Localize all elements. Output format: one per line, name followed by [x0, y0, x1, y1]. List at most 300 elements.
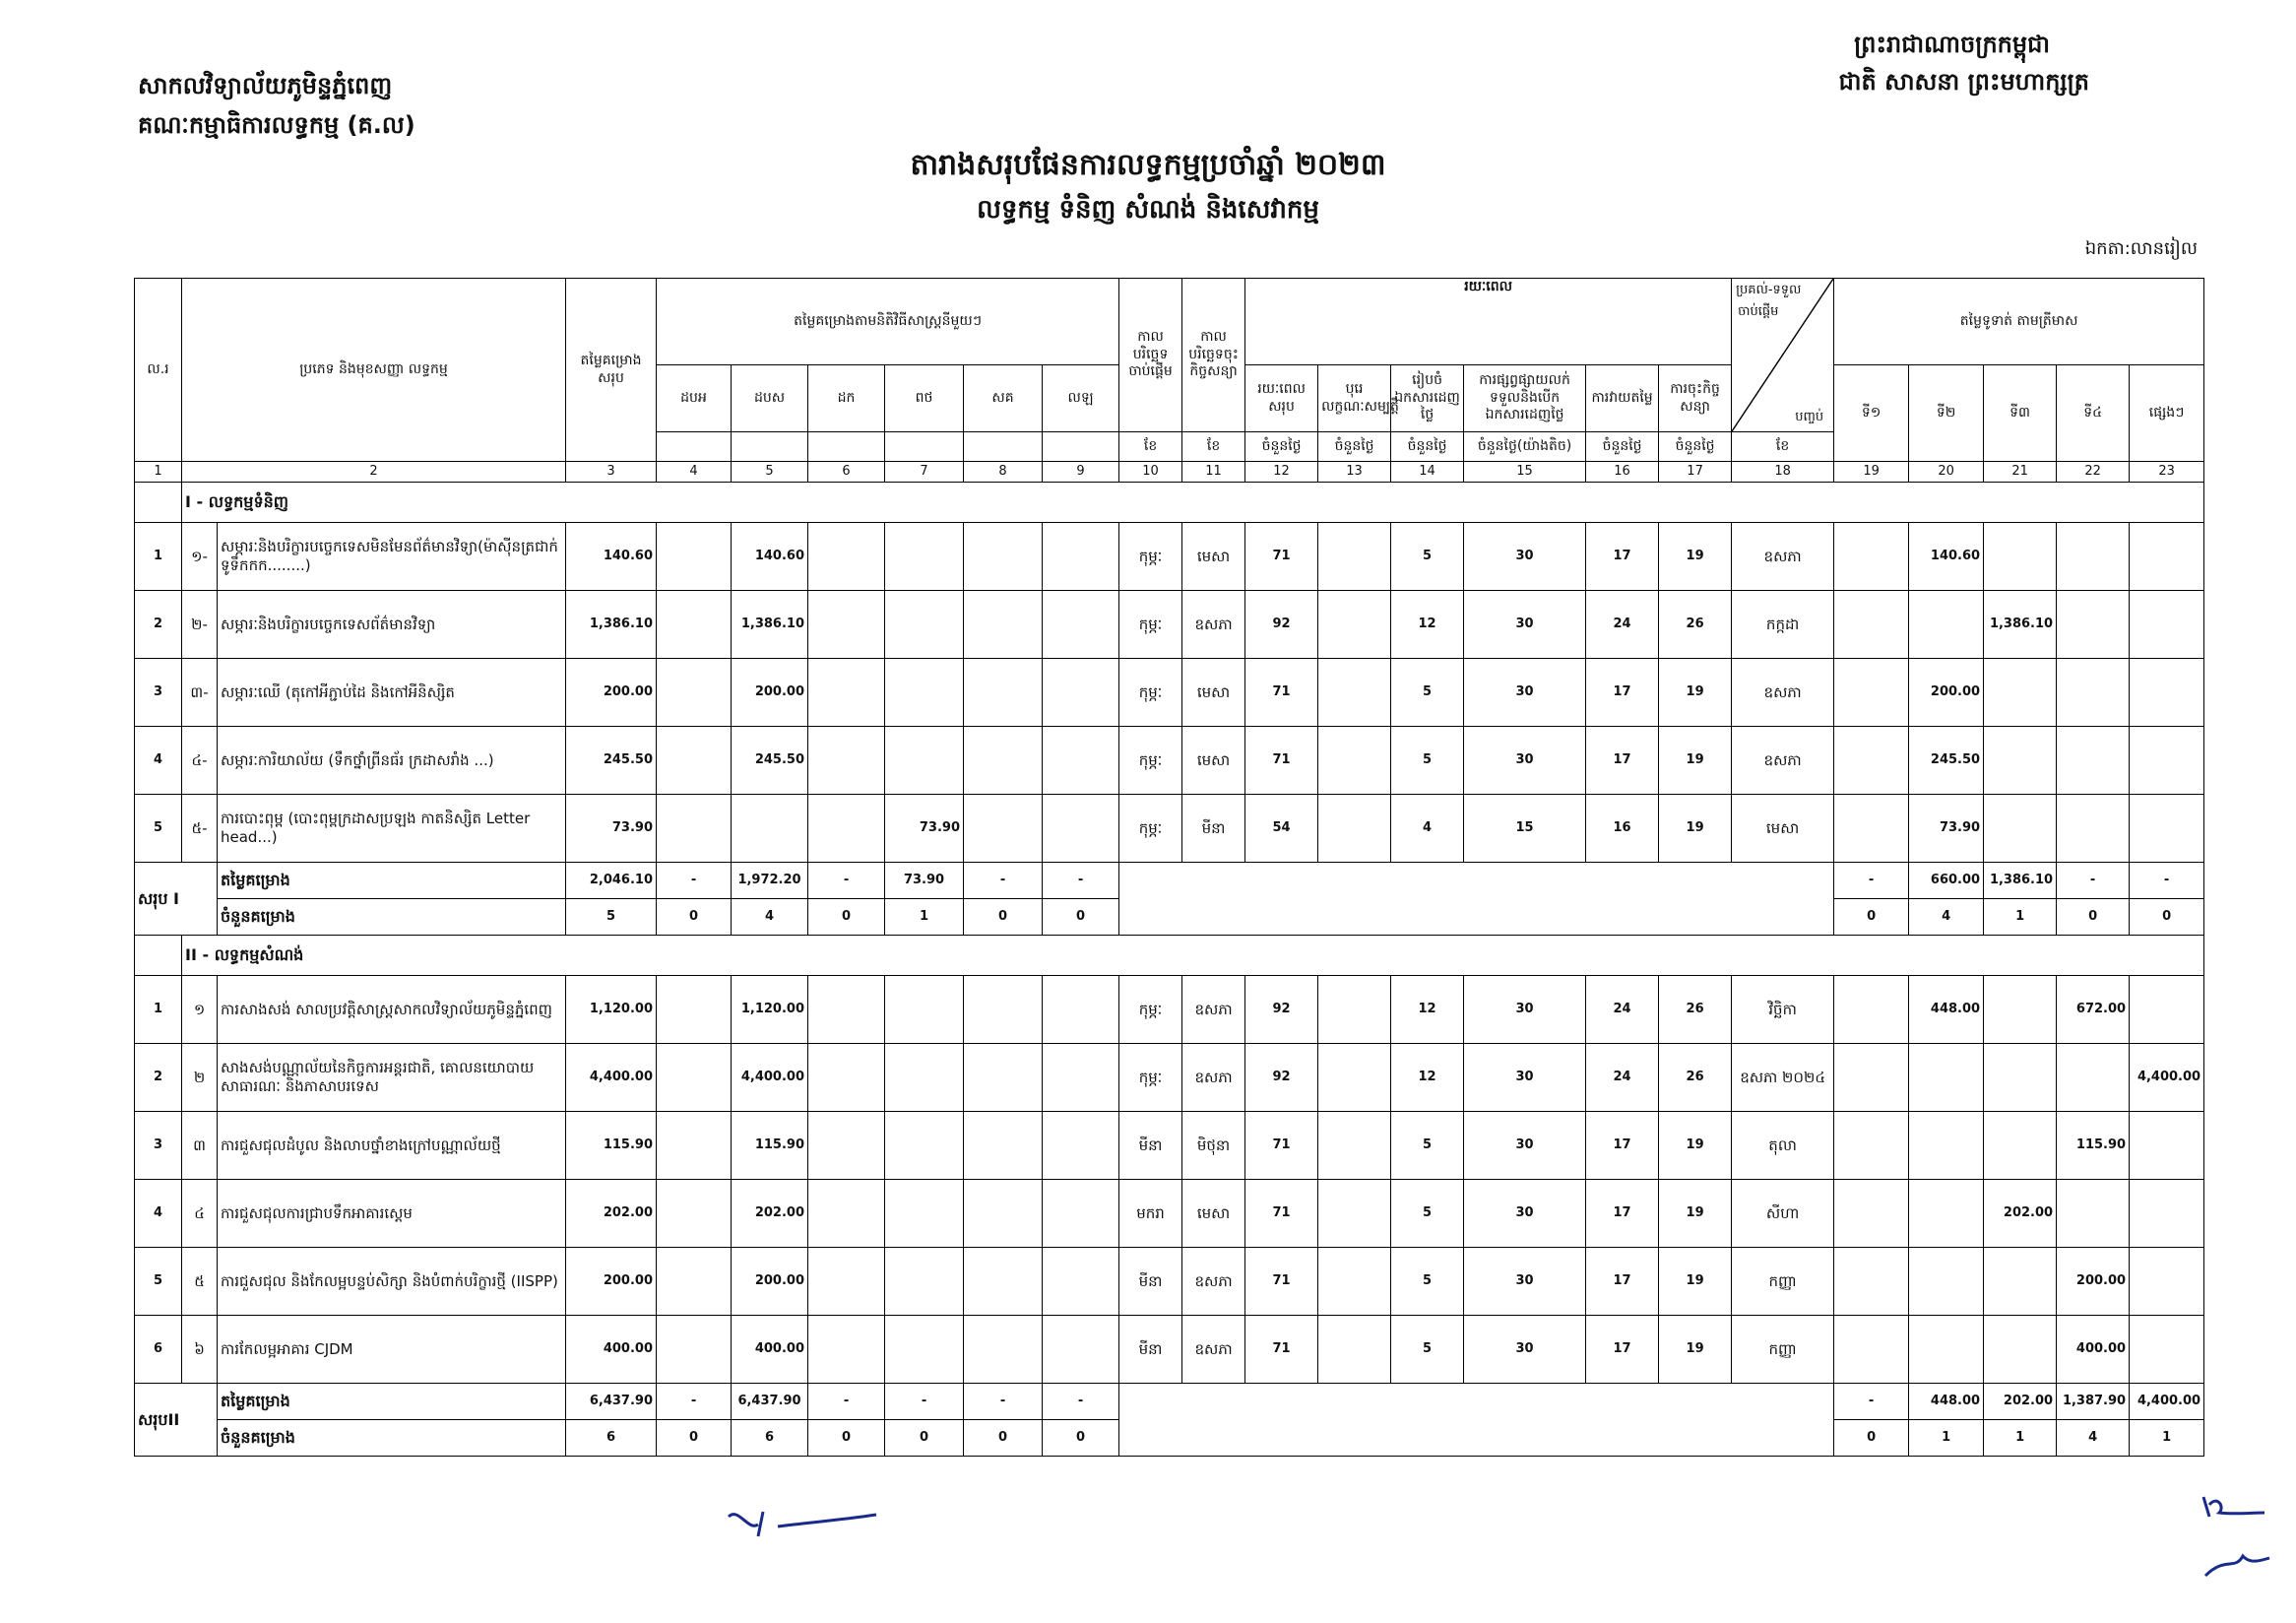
summary-quarter-value: 448.00: [1909, 1384, 1984, 1420]
row-number: 3: [135, 1112, 182, 1180]
col-d-advertise: ការផ្សព្វផ្សាយលក់ទទួលនិងបើកឯកសារដេញថ្លៃ: [1464, 365, 1586, 432]
row-other: [2130, 795, 2204, 863]
row-delivery: សីហា: [1732, 1180, 1834, 1248]
unit-days: ចំនួនថ្ងៃ: [1245, 432, 1318, 462]
summary-quarter-count: 1: [1984, 899, 2057, 936]
row-d-prequal: [1318, 727, 1391, 795]
row-d-evaluate: 17: [1586, 659, 1659, 727]
row-d-evaluate: 24: [1586, 591, 1659, 659]
summary-count: 4: [732, 899, 808, 936]
row-start: កុម្ភៈ: [1119, 727, 1182, 795]
index-cell: 10: [1119, 462, 1182, 483]
index-cell: 17: [1659, 462, 1732, 483]
summary-value-row: [135, 1384, 2204, 1420]
section-title: I - លទ្ធកម្មទំនិញ: [182, 483, 2204, 523]
summary-count: 6: [732, 1420, 808, 1457]
row-d-evaluate: 17: [1586, 1180, 1659, 1248]
unit-month: ខែ: [1732, 432, 1834, 462]
row-d-contract: 19: [1659, 1180, 1732, 1248]
row-q2: [1909, 1180, 1984, 1248]
summary-quarter-value: -: [2130, 863, 2204, 899]
row-d-prepare: 5: [1391, 523, 1464, 591]
row-delivery: កញ្ញា: [1732, 1316, 1834, 1384]
summary-value: -: [885, 1384, 964, 1420]
summary-quarter-value: 1,387.90: [2057, 1384, 2130, 1420]
col-m6: លឡ: [1043, 365, 1119, 432]
row-m5: [964, 591, 1043, 659]
row-d-prequal: [1318, 795, 1391, 863]
row-d-total: 54: [1245, 795, 1318, 863]
summary-blank: [1119, 863, 1834, 936]
row-contract: មេសា: [1182, 1180, 1245, 1248]
row-d-contract: 26: [1659, 976, 1732, 1044]
summary-label: សរុបII: [135, 1384, 218, 1457]
row-delivery: កក្កដា: [1732, 591, 1834, 659]
summary-value: -: [808, 1384, 885, 1420]
row-m4: [885, 659, 964, 727]
row-m3: [808, 1112, 885, 1180]
row-d-contract: 19: [1659, 727, 1732, 795]
summary-quarter-value: 4,400.00: [2130, 1384, 2204, 1420]
row-m1: [657, 1112, 732, 1180]
row-m6: [1043, 523, 1119, 591]
index-cell: 13: [1318, 462, 1391, 483]
row-m4: [885, 1044, 964, 1112]
row-d-evaluate: 16: [1586, 795, 1659, 863]
col-q3: ទី៣: [1984, 365, 2057, 462]
table-row: [135, 659, 2204, 727]
summary-value: 73.90: [885, 863, 964, 899]
row-m1: [657, 659, 732, 727]
col-d-prequal: បុរេលក្ខណៈសម្បត្តិ: [1318, 365, 1391, 432]
signature-mark-1: [719, 1497, 896, 1556]
col-d-total: រយៈពេលសរុប: [1245, 365, 1318, 432]
row-m2: 202.00: [732, 1180, 808, 1248]
row-m3: [808, 591, 885, 659]
summary-quarter-count: 1: [2130, 1420, 2204, 1457]
row-m3: [808, 1044, 885, 1112]
index-cell: 11: [1182, 462, 1245, 483]
row-contract: មេសា: [1182, 659, 1245, 727]
col-m1: ដបអ: [657, 365, 732, 432]
row-d-prepare: 5: [1391, 1248, 1464, 1316]
summary-value: -: [808, 863, 885, 899]
row-m1: [657, 591, 732, 659]
row-m6: [1043, 659, 1119, 727]
col-d-evaluate: ការវាយតម្លៃ: [1586, 365, 1659, 432]
table-row: [135, 795, 2204, 863]
row-m2: 200.00: [732, 659, 808, 727]
row-q1: [1834, 1248, 1909, 1316]
row-d-advertise: 30: [1464, 1044, 1586, 1112]
col-quarter-header: តម្លៃទូទាត់ តាមត្រីមាស: [1834, 279, 2204, 365]
row-number: 3: [135, 659, 182, 727]
row-other: [2130, 1316, 2204, 1384]
row-d-prequal: [1318, 1316, 1391, 1384]
row-q2: [1909, 1316, 1984, 1384]
row-other: [2130, 1248, 2204, 1316]
summary-quarter-value: -: [1834, 1384, 1909, 1420]
row-q3: [1984, 795, 2057, 863]
row-delivery: តុលា: [1732, 1112, 1834, 1180]
row-code: ១: [182, 976, 218, 1044]
row-m5: [964, 1044, 1043, 1112]
row-name: ការសាងសង់ សាលប្រវត្តិសាស្ត្រសាកលវិទ្យាល័យភូមិន្ទភ្នំពេញ: [218, 976, 566, 1044]
row-q2: 140.60: [1909, 523, 1984, 591]
row-m6: [1043, 1316, 1119, 1384]
col-method-header: តម្លៃគម្រោងតាមនិតិវិធីសាស្ត្រនីមួយៗ: [657, 279, 1119, 365]
col-m4: ពថ: [885, 365, 964, 432]
row-other: [2130, 591, 2204, 659]
row-other: [2130, 1180, 2204, 1248]
row-m5: [964, 1248, 1043, 1316]
summary-quarter-value: 1,386.10: [1984, 863, 2057, 899]
row-m5: [964, 727, 1043, 795]
row-contract: មេសា: [1182, 523, 1245, 591]
row-d-prepare: 5: [1391, 1180, 1464, 1248]
table-row: [135, 1112, 2204, 1180]
unit-days: ចំនួនថ្ងៃ: [1659, 432, 1732, 462]
row-name: សម្ភារៈឈើ (តុកៅអីភ្ជាប់ដៃ និងកៅអីនិស្សិត: [218, 659, 566, 727]
row-m6: [1043, 976, 1119, 1044]
kingdom-line: ព្រះរាជាណាចក្រកម្ពុជា: [1854, 31, 2050, 58]
row-d-total: 71: [1245, 1180, 1318, 1248]
org-line1: សាកលវិទ្យាល័យភូមិន្ទភ្នំពេញ: [138, 72, 393, 99]
unit-days-min: ចំនួនថ្ងៃ(យ៉ាងតិច): [1464, 432, 1586, 462]
row-m1: [657, 523, 732, 591]
row-m3: [808, 1316, 885, 1384]
row-contract: ឧសភា: [1182, 591, 1245, 659]
row-d-contract: 19: [1659, 523, 1732, 591]
row-m4: 73.90: [885, 795, 964, 863]
row-number: 1: [135, 976, 182, 1044]
index-cell: 23: [2130, 462, 2204, 483]
row-d-evaluate: 17: [1586, 1248, 1659, 1316]
row-d-prepare: 12: [1391, 591, 1464, 659]
row-q2: [1909, 1248, 1984, 1316]
index-cell: 6: [808, 462, 885, 483]
row-q1: [1834, 1180, 1909, 1248]
row-d-prepare: 12: [1391, 1044, 1464, 1112]
index-cell: 9: [1043, 462, 1119, 483]
row-start: កុម្ភៈ: [1119, 795, 1182, 863]
col-q4: ទី៤: [2057, 365, 2130, 462]
row-total: 200.00: [566, 659, 657, 727]
index-cell: 1: [135, 462, 182, 483]
row-d-prequal: [1318, 1044, 1391, 1112]
table-row: [135, 1248, 2204, 1316]
row-m3: [808, 976, 885, 1044]
row-d-evaluate: 17: [1586, 727, 1659, 795]
summary-value: 2,046.10: [566, 863, 657, 899]
row-d-total: 92: [1245, 591, 1318, 659]
summary-value: -: [964, 1384, 1043, 1420]
row-d-prepare: 5: [1391, 659, 1464, 727]
row-q3: [1984, 1316, 2057, 1384]
row-number: 1: [135, 523, 182, 591]
row-other: [2130, 1112, 2204, 1180]
row-total: 73.90: [566, 795, 657, 863]
row-d-contract: 19: [1659, 1316, 1732, 1384]
row-q1: [1834, 976, 1909, 1044]
row-q4: [2057, 659, 2130, 727]
summary-value: -: [1043, 863, 1119, 899]
row-m2: 4,400.00: [732, 1044, 808, 1112]
summary-value: -: [964, 863, 1043, 899]
row-delivery: មេសា: [1732, 795, 1834, 863]
summary-quarter-count: 4: [2057, 1420, 2130, 1457]
row-code: ២: [182, 1044, 218, 1112]
row-name: ការជួសជុលការជ្រាបទឹកអាគារស្តេម: [218, 1180, 566, 1248]
row-q4: [2057, 523, 2130, 591]
row-m6: [1043, 1044, 1119, 1112]
row-d-prepare: 12: [1391, 976, 1464, 1044]
row-m4: [885, 591, 964, 659]
row-total: 400.00: [566, 1316, 657, 1384]
section-spacer: [135, 483, 182, 523]
summary-label: សរុប I: [135, 863, 218, 936]
row-code: ១-: [182, 523, 218, 591]
row-d-prepare: 5: [1391, 1316, 1464, 1384]
row-m4: [885, 1112, 964, 1180]
row-contract: ឧសភា: [1182, 1316, 1245, 1384]
procurement-plan-table: [134, 278, 2204, 1457]
row-code: ៤-: [182, 727, 218, 795]
row-contract: មិថុនា: [1182, 1112, 1245, 1180]
row-d-evaluate: 17: [1586, 1112, 1659, 1180]
col-other: ផ្សេងៗ: [2130, 365, 2204, 462]
index-cell: 20: [1909, 462, 1984, 483]
row-m3: [808, 727, 885, 795]
summary-count: 0: [808, 899, 885, 936]
duration-title: រយៈពេល: [1464, 279, 1512, 294]
col-contract-header: កាលបរិច្ឆេទចុះកិច្ចសន្យា: [1182, 279, 1245, 432]
col-delivery-header: [1732, 279, 1834, 432]
row-m1: [657, 1316, 732, 1384]
row-q3: [1984, 1248, 2057, 1316]
row-number: 2: [135, 1044, 182, 1112]
row-start: មីនា: [1119, 1316, 1182, 1384]
summary-quarter-value: 660.00: [1909, 863, 1984, 899]
diagonal-line: [1732, 279, 1833, 431]
summary-value: 1,972.20: [732, 863, 808, 899]
row-m1: [657, 976, 732, 1044]
col-m3: ដក: [808, 365, 885, 432]
row-m6: [1043, 795, 1119, 863]
index-cell: 4: [657, 462, 732, 483]
table-row: [135, 976, 2204, 1044]
row-code: ៤: [182, 1180, 218, 1248]
col-total-header: តម្លៃគម្រោងសរុប: [566, 279, 657, 462]
row-m2: 140.60: [732, 523, 808, 591]
row-m1: [657, 727, 732, 795]
row-d-prequal: [1318, 659, 1391, 727]
row-q2: 245.50: [1909, 727, 1984, 795]
row-q3: [1984, 976, 2057, 1044]
summary-count: 0: [657, 1420, 732, 1457]
row-number: 5: [135, 1248, 182, 1316]
summary-quarter-count: 4: [1909, 899, 1984, 936]
row-q3: [1984, 727, 2057, 795]
row-q2: [1909, 1112, 1984, 1180]
row-d-evaluate: 17: [1586, 1316, 1659, 1384]
row-m4: [885, 1316, 964, 1384]
table-row: [135, 1180, 2204, 1248]
summary-quarter-value: -: [2057, 863, 2130, 899]
row-m4: [885, 523, 964, 591]
row-q4: 400.00: [2057, 1316, 2130, 1384]
summary-count: 0: [657, 899, 732, 936]
summary-count: 5: [566, 899, 657, 936]
summary-count: 6: [566, 1420, 657, 1457]
index-cell: 12: [1245, 462, 1318, 483]
summary-quarter-value: -: [1834, 863, 1909, 899]
row-d-prequal: [1318, 1180, 1391, 1248]
row-name: សម្ភារៈនិងបរិក្ខារបច្ចេកទេសព័ត៌មានវិទ្យា: [218, 591, 566, 659]
row-code: ៣: [182, 1112, 218, 1180]
row-start: មករា: [1119, 1180, 1182, 1248]
row-delivery: វិច្ឆិកា: [1732, 976, 1834, 1044]
row-d-prequal: [1318, 523, 1391, 591]
row-delivery: ឧសភា ២០២៤: [1732, 1044, 1834, 1112]
row-q4: [2057, 1180, 2130, 1248]
summary-value: 6,437.90: [566, 1384, 657, 1420]
row-d-advertise: 30: [1464, 659, 1586, 727]
col-d-prepare: រៀបចំឯកសារដេញថ្លៃ: [1391, 365, 1464, 432]
row-total: 4,400.00: [566, 1044, 657, 1112]
motto-line: ជាតិ សាសនា ព្រះមហាក្សត្រ: [1838, 68, 2089, 96]
row-m1: [657, 1248, 732, 1316]
row-d-contract: 19: [1659, 1112, 1732, 1180]
row-m6: [1043, 1180, 1119, 1248]
section-spacer: [135, 936, 182, 976]
row-d-prepare: 5: [1391, 727, 1464, 795]
row-m2: 115.90: [732, 1112, 808, 1180]
row-name: ការជួសជុល និងកែលម្អបន្ទប់សិក្សា និងបំពាក់បរិក្ខារថ្មី (IISPP): [218, 1248, 566, 1316]
row-m5: [964, 1316, 1043, 1384]
col-no-header: ល.រ: [135, 279, 182, 462]
row-d-contract: 26: [1659, 1044, 1732, 1112]
row-delivery: ឧសភា: [1732, 523, 1834, 591]
row-delivery: ឧសភា: [1732, 659, 1834, 727]
page-subtitle: លទ្ធកម្ម ទំនិញ សំណង់ និងសេវាកម្ម: [977, 195, 1319, 225]
index-cell: 21: [1984, 462, 2057, 483]
row-q3: 202.00: [1984, 1180, 2057, 1248]
row-total: 245.50: [566, 727, 657, 795]
unit-month: ខែ: [1182, 432, 1245, 462]
row-d-prepare: 5: [1391, 1112, 1464, 1180]
row-m6: [1043, 1248, 1119, 1316]
row-q2: [1909, 1044, 1984, 1112]
col-d-contract: ការចុះកិច្ចសន្យា: [1659, 365, 1732, 432]
row-m5: [964, 523, 1043, 591]
row-total: 1,120.00: [566, 976, 657, 1044]
row-name: សម្ភារៈនិងបរិក្ខារបច្ចេកទេសមិនមែនព័ត៌មានវិទ្យា(ម៉ាស៊ីនត្រជាក់ ទូទឹកកក........): [218, 523, 566, 591]
row-code: ៦: [182, 1316, 218, 1384]
summary-count: 0: [1043, 1420, 1119, 1457]
row-q2: 200.00: [1909, 659, 1984, 727]
row-d-advertise: 30: [1464, 976, 1586, 1044]
delivery-start-label: ចាប់ផ្តើម: [1738, 304, 1779, 319]
row-m2: 1,120.00: [732, 976, 808, 1044]
col-m2: ដបស: [732, 365, 808, 432]
summary-value-label: តម្លៃគម្រោង: [218, 863, 566, 899]
table-row: [135, 591, 2204, 659]
row-other: [2130, 727, 2204, 795]
row-code: ៣-: [182, 659, 218, 727]
row-name: ការកែលម្អអាគារ CJDM: [218, 1316, 566, 1384]
row-q2: [1909, 591, 1984, 659]
row-start: កុម្ភៈ: [1119, 523, 1182, 591]
row-m2: 245.50: [732, 727, 808, 795]
row-other: [2130, 976, 2204, 1044]
row-other: 4,400.00: [2130, 1044, 2204, 1112]
unit-days: ចំនួនថ្ងៃ: [1586, 432, 1659, 462]
row-name: ការជួសជុលដំបូល និងលាបថ្នាំខាងក្រៅបណ្ណាល័យថ្មី: [218, 1112, 566, 1180]
row-q3: [1984, 659, 2057, 727]
delivery-end-label: បញ្ចប់: [1795, 409, 1824, 424]
row-d-prequal: [1318, 591, 1391, 659]
row-code: ៥: [182, 1248, 218, 1316]
unit-days: ចំនួនថ្ងៃ: [1391, 432, 1464, 462]
row-d-advertise: 30: [1464, 1180, 1586, 1248]
row-start: កុម្ភៈ: [1119, 1044, 1182, 1112]
row-q3: [1984, 1112, 2057, 1180]
index-cell: 2: [182, 462, 566, 483]
row-number: 4: [135, 727, 182, 795]
row-q3: [1984, 523, 2057, 591]
row-total: 202.00: [566, 1180, 657, 1248]
row-q3: [1984, 1044, 2057, 1112]
row-d-advertise: 30: [1464, 1112, 1586, 1180]
col-duration-header: [1245, 279, 1732, 365]
row-start: មីនា: [1119, 1248, 1182, 1316]
index-cell: 5: [732, 462, 808, 483]
summary-quarter-value: 202.00: [1984, 1384, 2057, 1420]
row-m2: [732, 795, 808, 863]
index-cell: 15: [1464, 462, 1586, 483]
row-d-evaluate: 17: [1586, 523, 1659, 591]
unit-month: ខែ: [1119, 432, 1182, 462]
row-m2: 200.00: [732, 1248, 808, 1316]
row-code: ២-: [182, 591, 218, 659]
row-start: កុម្ភៈ: [1119, 591, 1182, 659]
summary-count: 0: [964, 899, 1043, 936]
row-contract: ឧសភា: [1182, 1248, 1245, 1316]
row-d-total: 92: [1245, 1044, 1318, 1112]
col-type-header: ប្រភេទ និងមុខសញ្ញា លទ្ធកម្ម: [182, 279, 566, 462]
summary-quarter-count: 0: [2130, 899, 2204, 936]
row-m6: [1043, 1112, 1119, 1180]
row-delivery: កញ្ញា: [1732, 1248, 1834, 1316]
index-cell: 22: [2057, 462, 2130, 483]
index-cell: 3: [566, 462, 657, 483]
row-q1: [1834, 795, 1909, 863]
row-number: 5: [135, 795, 182, 863]
row-m4: [885, 727, 964, 795]
row-q1: [1834, 523, 1909, 591]
row-d-advertise: 30: [1464, 1248, 1586, 1316]
summary-quarter-count: 0: [1834, 1420, 1909, 1457]
row-m5: [964, 795, 1043, 863]
row-start: កុម្ភៈ: [1119, 659, 1182, 727]
row-q4: [2057, 1044, 2130, 1112]
summary-count: 0: [1043, 899, 1119, 936]
row-code: ៥-: [182, 795, 218, 863]
row-q1: [1834, 659, 1909, 727]
row-q4: 200.00: [2057, 1248, 2130, 1316]
row-d-total: 71: [1245, 523, 1318, 591]
